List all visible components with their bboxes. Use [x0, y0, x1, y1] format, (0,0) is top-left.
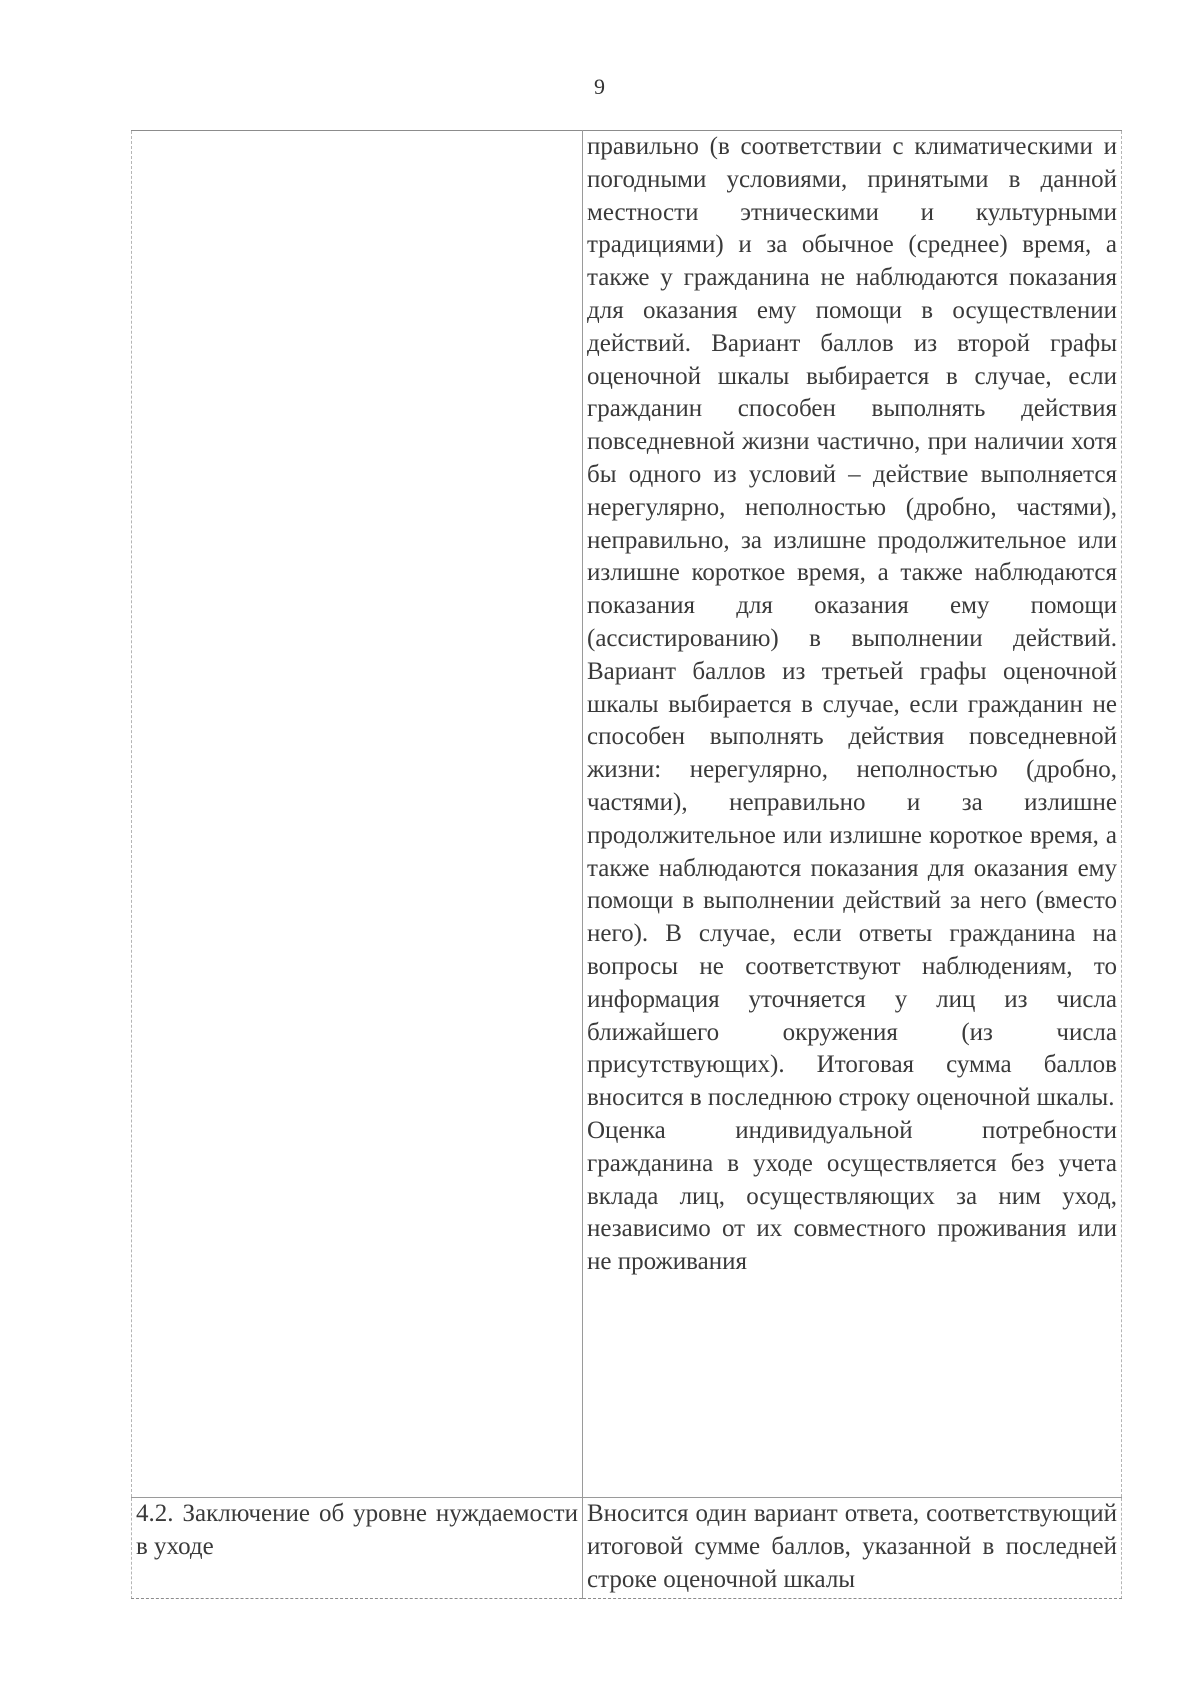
- table-row: [132, 131, 1122, 1498]
- description-paragraph: правильно (в соответствии с климатическими и погодными условиями, принятыми в данной местности этническими и культурными традициями) и за обычное (среднее) время, а также у гражданина не наблюдаются показания для оказания ему помощи в осуществлении действий. Вариант баллов из второй графы оценочной шкалы выбирается в случае, если гражданин способен выполнять действия повседневной жизни частично, при наличии хотя бы одного из условий – действие выполняется нерегулярно, неполностью (дробно, частями), неправильно, за излишне продолжительное или излишне короткое время, а также наблюдаются показания для оказания ему помощи (ассистированию) в выполнении действий. Вариант баллов из третьей графы оценочной шкалы выбирается в случае, если гражданин не способен выполнять действия повседневной жизни: нерегулярно, неполностью (дробно, частями), неправильно и за излишне продолжительное или излишне короткое время, а также наблюдаются показания для оказания ему помощи в выполнении действий за него (вместо него). В случае, если ответы гражданина на вопросы не соответствуют наблюдениям, то информация уточняется у лиц из числа ближайшего окружения (из числа присутствующих). Итоговая сумма баллов вносится в последнюю строку оценочной шкалы.: [587, 133, 1117, 1112]
- page-number: 9: [594, 74, 606, 99]
- table-cell-item: [132, 131, 583, 1498]
- table-cell-description: [583, 131, 1122, 1498]
- table-cell-description: [583, 1498, 1122, 1599]
- document-table: [131, 130, 1122, 1599]
- table-cell-item: 4.2. Заключение об уровне нуждаемости в уходе: [132, 1498, 583, 1599]
- description-paragraph: Оценка индивидуальной потребности гражданина в уходе осуществляется без учета вклада лиц, осуществляющих за ним уход, независимо от их совместного проживания или не проживания: [587, 1116, 1117, 1276]
- table-row: [132, 1498, 1122, 1599]
- description-paragraph: Вносится один вариант ответа, соответствующий итоговой сумме баллов, указанной в последней строке оценочной шкалы: [587, 1500, 1117, 1593]
